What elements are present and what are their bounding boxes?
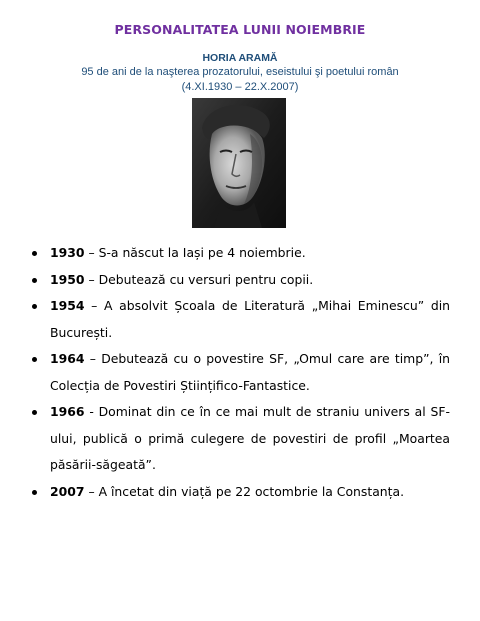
event-text: A absolvit Școala de Literatură „Mihai Eminescu” din București. — [50, 298, 450, 340]
list-item — [30, 346, 450, 399]
event-text: Debutează cu versuri pentru copii. — [98, 271, 314, 287]
event-year: 1950 — [50, 271, 85, 287]
life-dates: (4.XI.1930 – 22.X.2007) — [181, 81, 299, 93]
person-name: HORIA ARAMĂ — [202, 52, 278, 64]
bullet-icon — [32, 304, 37, 309]
event-separator: – — [84, 271, 99, 287]
list-item — [30, 399, 450, 479]
event-year: 2007 — [50, 483, 85, 499]
list-item — [30, 293, 450, 346]
event-separator: – — [84, 483, 99, 499]
event-text: S-a născut la Iași pe 4 noiembrie. — [98, 245, 306, 260]
bullet-icon — [32, 251, 37, 256]
bullet-icon — [32, 278, 37, 283]
timeline-list — [30, 240, 450, 505]
bullet-icon — [32, 410, 37, 415]
event-text: Dominat din ce în ce mai mult de straniu univers al SF-ului, publică o primă culegere de povestiri de profil „Moartea păsării-săgeată”. — [50, 404, 450, 472]
page-title: PERSONALITATEA LUNII NOIEMBRIE — [114, 22, 366, 37]
event-separator: - — [84, 404, 99, 419]
event-separator: – — [84, 245, 99, 260]
portrait-photo — [192, 98, 286, 228]
event-year: 1930 — [50, 245, 85, 260]
bullet-icon — [32, 357, 37, 362]
event-separator: – — [84, 298, 105, 313]
list-item — [30, 479, 450, 506]
event-text: A încetat din viață pe 22 octombrie la Constanța. — [98, 483, 405, 499]
event-year: 1954 — [50, 298, 85, 313]
event-year: 1964 — [50, 351, 85, 366]
bullet-icon — [32, 490, 37, 495]
list-item — [30, 240, 450, 267]
list-item — [30, 267, 450, 294]
event-year: 1966 — [50, 404, 85, 419]
event-text: Debutează cu o povestire SF, „Omul care are timp”, în Colecția de Povestiri Științifico-Fantastice. — [50, 351, 450, 393]
event-separator: – — [84, 351, 102, 366]
anniversary-subtitle: 95 de ani de la naşterea prozatorului, eseistului şi poetului român — [81, 66, 399, 78]
